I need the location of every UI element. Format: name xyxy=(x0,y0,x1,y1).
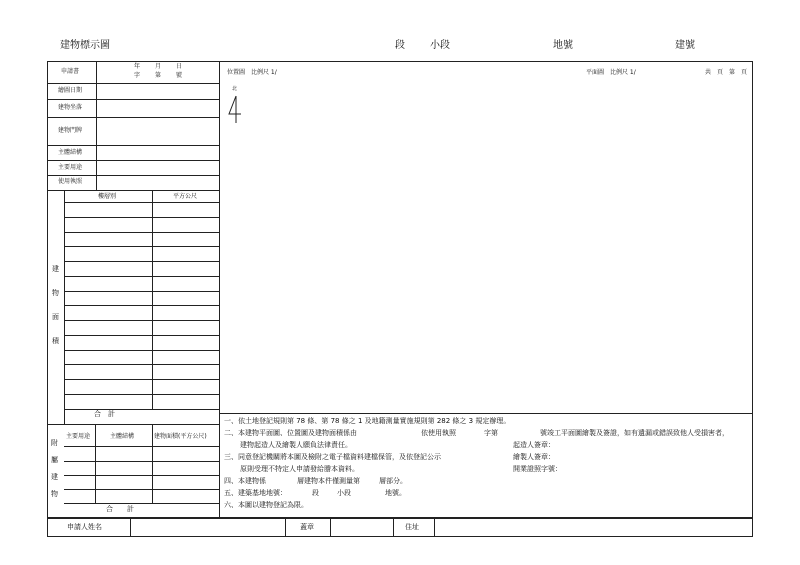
annex-total-label: 合 計 xyxy=(106,505,134,513)
area-total-label: 合 計 xyxy=(94,410,115,418)
annex-char-1: 附 xyxy=(51,439,58,447)
annex-row-line xyxy=(64,446,219,447)
note-6: 六、本圖以建物登記為限。 xyxy=(224,501,308,509)
area-row-line xyxy=(64,350,219,351)
note-3-b: 繪製人簽章： xyxy=(513,453,555,461)
plan-map-label: 平面圖 比例尺 1/ xyxy=(586,69,636,76)
annex-area-header: 建物面積(平方公尺) xyxy=(154,433,207,440)
word-di: 第 xyxy=(155,72,162,79)
annex-char-4: 物 xyxy=(51,490,58,498)
area-char-1: 建 xyxy=(52,265,59,273)
annex-char-2: 屬 xyxy=(51,456,58,464)
form-title: 建物標示圖 xyxy=(60,40,110,51)
header-dihao: 地號 xyxy=(553,40,573,51)
address-label: 住址 xyxy=(405,523,419,531)
row-line xyxy=(47,175,219,176)
row-line xyxy=(47,160,219,161)
notes-top-line xyxy=(219,413,753,414)
area-row-line xyxy=(64,202,219,203)
note-3-d: 開業證照字號： xyxy=(513,465,562,473)
area-row-line xyxy=(64,320,219,321)
area-row-line xyxy=(64,232,219,233)
floor-header: 樓層別 xyxy=(98,193,117,200)
annex-structure-header: 主體結構 xyxy=(110,433,135,440)
area-row-line xyxy=(64,261,219,262)
door-no-label: 建物門牌 xyxy=(58,127,83,134)
row-line xyxy=(47,117,219,118)
north-arrow-icon xyxy=(227,94,243,124)
area-char-2: 物 xyxy=(52,289,59,297)
note-2-a: 二、本建物平面圖、位置圖及建物面積係由 xyxy=(224,429,357,437)
note-4-b: 層建物本件僅測量第 xyxy=(297,477,360,485)
annex-char-3: 建 xyxy=(51,473,58,481)
applicant-no-label: 申請書 xyxy=(61,68,80,75)
note-5-d: 地號。 xyxy=(385,489,406,497)
label-column-divider xyxy=(96,61,97,190)
annex-col-divider xyxy=(152,424,153,503)
row-line xyxy=(47,190,219,191)
annex-row-line xyxy=(64,461,219,462)
area-row-line xyxy=(64,246,219,247)
word-zi: 字 xyxy=(134,72,141,79)
area-row-line xyxy=(64,409,219,410)
date-year: 年 xyxy=(134,63,141,70)
note-2-f: 起造人簽章： xyxy=(513,441,555,449)
footer-divider xyxy=(130,518,131,537)
position-map-label: 位置圖 比例尺 1/ xyxy=(227,69,277,76)
word-hao: 號 xyxy=(176,72,183,79)
structure-label: 主體結構 xyxy=(58,149,83,156)
main-use-label: 主要用途 xyxy=(58,164,83,171)
annex-use-header: 主要用途 xyxy=(66,433,91,440)
applicant-name-label: 申請人姓名 xyxy=(67,523,102,531)
area-row-line xyxy=(64,379,219,380)
area-row-line xyxy=(64,364,219,365)
note-2-d: 號竣工平面圖繪製及簽證，如有遺漏或錯誤致他人受損害者， xyxy=(540,429,729,437)
row-line xyxy=(47,83,219,84)
annex-row-line xyxy=(64,489,219,490)
header-jianhao: 建號 xyxy=(675,40,695,51)
seal-label: 蓋章 xyxy=(300,523,314,531)
date-day: 日 xyxy=(176,63,183,70)
annex-row-line xyxy=(64,475,219,476)
area-row-line xyxy=(64,305,219,306)
note-5-c: 小段 xyxy=(337,489,351,497)
footer-divider xyxy=(434,518,435,537)
row-line xyxy=(47,145,219,146)
row-line xyxy=(47,99,219,100)
area-row-line xyxy=(64,276,219,277)
footer-divider xyxy=(393,518,394,537)
area-row-line xyxy=(64,335,219,336)
draw-date-label: 繪圖日期 xyxy=(58,87,83,94)
area-char-4: 積 xyxy=(52,337,59,345)
footer-divider xyxy=(285,518,286,537)
header-duan: 段 xyxy=(395,40,405,51)
footer-divider xyxy=(330,518,331,537)
page-count-label: 共 頁 第 頁 xyxy=(705,69,748,76)
note-2-b: 依使用執照 xyxy=(421,429,456,437)
left-column-divider xyxy=(219,61,220,518)
footer-frame xyxy=(47,518,753,537)
header-xiaoduan: 小段 xyxy=(430,40,450,51)
license-label: 使用執照 xyxy=(58,178,83,185)
location-label: 建物坐落 xyxy=(58,104,83,111)
annex-row-line xyxy=(64,503,219,504)
note-4-c: 層部分。 xyxy=(379,477,407,485)
note-5-a: 五、建築基地地號： xyxy=(224,489,287,497)
area-row-line xyxy=(64,291,219,292)
area-side-divider xyxy=(64,190,65,424)
note-5-b: 段 xyxy=(312,489,319,497)
note-2-c: 字第 xyxy=(484,429,498,437)
note-3-a: 三、同意登記機關將本圖及檢附之電子檔資料建檔保管，及依登記公示 xyxy=(224,453,441,461)
note-3-c: 原則受理不特定人申請發給謄本資料。 xyxy=(240,465,359,473)
annex-col-divider xyxy=(95,424,96,503)
area-col-divider xyxy=(152,190,153,409)
north-label: 北 xyxy=(232,86,238,92)
note-4-a: 四、本建物係 xyxy=(224,477,266,485)
sqm-header: 平方公尺 xyxy=(173,193,198,200)
area-char-3: 面 xyxy=(52,313,59,321)
note-1: 一、依土地登記規則第 78 條、第 78 條之 1 及地籍測量實施規則第 282 條之 3 規定辦理。 xyxy=(224,417,511,425)
area-row-line xyxy=(64,217,219,218)
area-row-line xyxy=(64,394,219,395)
note-2-e: 建物起造人及繪製人願負法律責任。 xyxy=(240,441,352,449)
annex-top-line xyxy=(47,424,219,425)
date-month: 月 xyxy=(155,63,162,70)
